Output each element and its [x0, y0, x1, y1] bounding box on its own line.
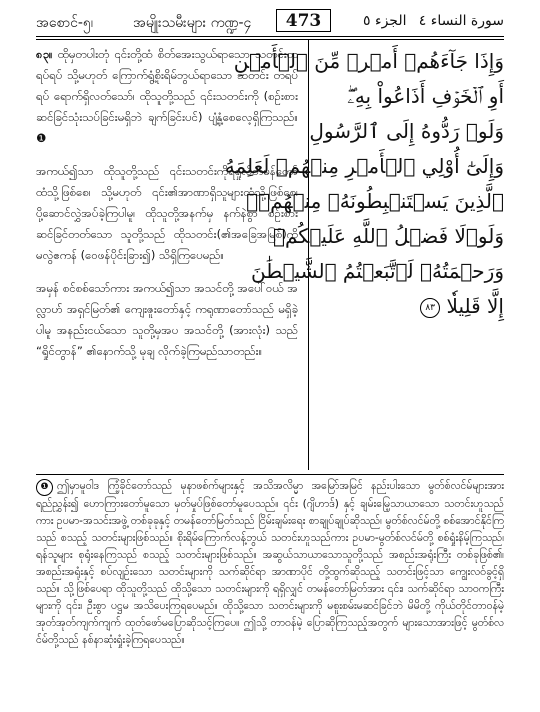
- page-number: 473: [276, 9, 331, 32]
- page-header: [36, 7, 504, 37]
- arabic-verse-line: وَلَوۡ رَدُّوهُ إِلَى ٱلرَّسُولِ: [309, 119, 504, 143]
- footnote-text: ဤမှာမူ၀ါဒ ကြံ့ခိုင်တော်သည် မုနာဖစ်က်များနှင့် အသိအလိမ္မာ အမြော်အမြင် နည်းပါးသော မွတ်စ်လင်မ်များအား ရည်ညွှန်း၍ ဟောကြားတော်မူသော မှတ်မှုပ်ဖြစ်တော်မူပေသည်။ ၎င်း (ဂျိဟာဒ်) နှင့် ချမ်းမြေ့သာယာသော သတင်းဟူသည်ကား ဥပမာ-အသင်းအဖွဲ့ တစ်ခုခုနှင့် တမန်တော်မြတ်သည် ငြိမ်းချမ်းရေး စာချုပ်ချုပ်ဆိုသည်၊ မွတ်စ်လင်မ်တို့ စစ်အောင်နိုင်ကြသည် စသည့် သတင်းများဖြစ်သည်။ စိုးရိမ်ကြောက်လန့်ဘွယ် သတင်းဟူသည်ကား ဥပမာ-မွတ်စ်လင်မ်တို့ စစ်ရှုံးနိမ့်ကြသည်၊ ရန်သူများ စုရုံးနေကြသည် စသည့် သတင်းများဖြစ်သည်။ အဆွယ်သာယာသောသူတို့သည် အစည်းအရုံးကြီး တစ်ခုဖြစ်၏၊ အစည်းအရုံးနှင့် စပ်လျဉ်းသော သတင်းများကို သက်ဆိုင်ရာ အာဏာပိုင် တို့ထွက်ဆိုသည့် သတင်းဖြင့်သာ ကျွေးလဝ်ခွင့်ရှိသည်။ သို့ဖြစ်ပေရာ ထိုသူတို့သည် ထိုသို့သော သတင်းများကို ရရှိလျှင် တမန်တော်မြတ်အား ၎င်း၊ သက်ဆိုင်ရာ သာဝကကြီးများကို ၎င်း၊ ဦးစွာ ပဋ္ဌမ အသိပေးကြရပေမည်။ ထိုသို့သော သတင်းများကို မစူးစမ်းမဆင်ခြင်ဘဲ မိမိတို့ ကိုယ်တိုင်တာဝန်မဲ့ အုတ်အုတ်ကျက်ကျက် ထုတ်ဖော်မပြောဆိုသင့်ကြပေ။ ဤသို့ တာဝန်မဲ့ ပြောဆိုကြသည့်အတွက် များသောအားဖြင့် မွတ်စ်လင်မ်တို့သည် နစ်နာဆုံးရှုံးခဲ့ကြရပေသည်။: [36, 480, 504, 646]
- footnote-marker: ❶: [36, 479, 53, 496]
- arabic-verse-text: إِلَّا قَلِيلٗا: [446, 294, 504, 318]
- arabic-verse-line: وَرَحۡمَتُهُۥ لَٱتَّبَعۡتُمُ ٱلشَّيۡطَٰنَ: [250, 259, 504, 283]
- volume-label: အစောင်-၅၊: [36, 15, 93, 31]
- juz-label: الجزء ٥: [363, 13, 407, 29]
- footnote: [36, 478, 504, 649]
- header-rule-top: [36, 36, 504, 37]
- header-rule-bottom: [36, 39, 504, 40]
- arabic-verse-line: وَإِلَىٰٓ أُوْلِي ٱلۡأَمۡرِ مِنۡهُمۡ لَعَلِمَهُ: [224, 154, 504, 178]
- paragraph-text: အမှန် စင်စစ်သော်ကား အကယ်၍သာ အသင်တို့ အပေါ်ဝယ် အလ္လာဟ် အရှင်မြတ်၏ ကျေးဇူးတော်နှင့် ကရုဏာတော်သည် မရှိခဲ့ပါမူ အနည်းငယ်သော သူတို့မှအပ အသင်တို့ (အားလုံး) သည် “ရှိုင်တွာန်” ၏နောက်သို့ မုချ လိုက်ခဲ့ကြမည်သာတည်း။: [36, 281, 298, 358]
- translation-paragraph: [36, 278, 298, 362]
- arabic-verse-line: أَوِ ٱلۡخَوۡفِ أَذَاعُواْ بِهِۦۖ: [347, 84, 504, 108]
- arabic-verse-line: وَإِذَا جَآءَهُمۡ أَمۡرٞ مِّنَ ٱلۡأَمۡنِ: [233, 49, 504, 73]
- arabic-verse-line: ٱلَّذِينَ يَسۡتَنۢبِطُونَهُۥ مِنۡهُمۡۗ: [246, 189, 504, 213]
- verse-number: ၈၃။: [36, 47, 53, 61]
- ayah-number-marker: ٨٣: [420, 298, 440, 318]
- paragraph-text: ထိုမှတပါးတုံ ၎င်းတို့ထံ စိတ်အေးသွယ်ရာသော သတင်းတရပ်ရပ် သို့မဟုတ် ကြောက်ရွံ့စိုးရိမ်ဘွယ်ရာသော သတင်း တရပ်ရပ် ရောက်ရှိလတ်သော်၊ ထိုသူတို့သည် ၎င်းသတင်းကို (စဉ်းစားဆင်ခြင်သုံးသပ်ခြင်းမရှိဘဲ ချက်ခြင်းပင်) ပျံ့နှံ့စေလေ့ရှိကြသည်။ ❶: [36, 47, 298, 145]
- arabic-verse-line-last: [314, 289, 504, 324]
- surah-label: سورة النساء ٤: [418, 13, 504, 29]
- chapter-title: အမျိုးသမီးများ ကဏ္ဍ-၄: [133, 15, 252, 31]
- footnote-rule: [36, 474, 504, 475]
- paragraph-text: အကယ်၍သာ ထိုသူတို့သည် ၎င်းသတင်းကိုရရှုလ်တမန်တော်ထံသို့ဖြစ်စေ၊ သို့မဟုတ် ၎င်း၏အာဏာရှိသူများထံသို့ဖြစ်စေ၊ ပို့ဆောင်လွှဲအပ်ခဲ့ကြပါမူ၊ ထိုသူတို့အနက်မှ နက်နဲစွာ စဉ်းစားဆင်ခြင်တတ်သော သူတို့သည် ထိုသတင်း(၏အခြေအမြစ်)ကို မလွဲဧကန် (ဝေဖန်ပိုင်းခြား၍) သိရှိကြပေမည်။: [36, 164, 298, 262]
- arabic-verse-line: وَلَوۡلَا فَضۡلُ ٱللَّهِ عَلَيۡكُمۡ: [272, 224, 504, 248]
- arabic-column: [224, 44, 504, 468]
